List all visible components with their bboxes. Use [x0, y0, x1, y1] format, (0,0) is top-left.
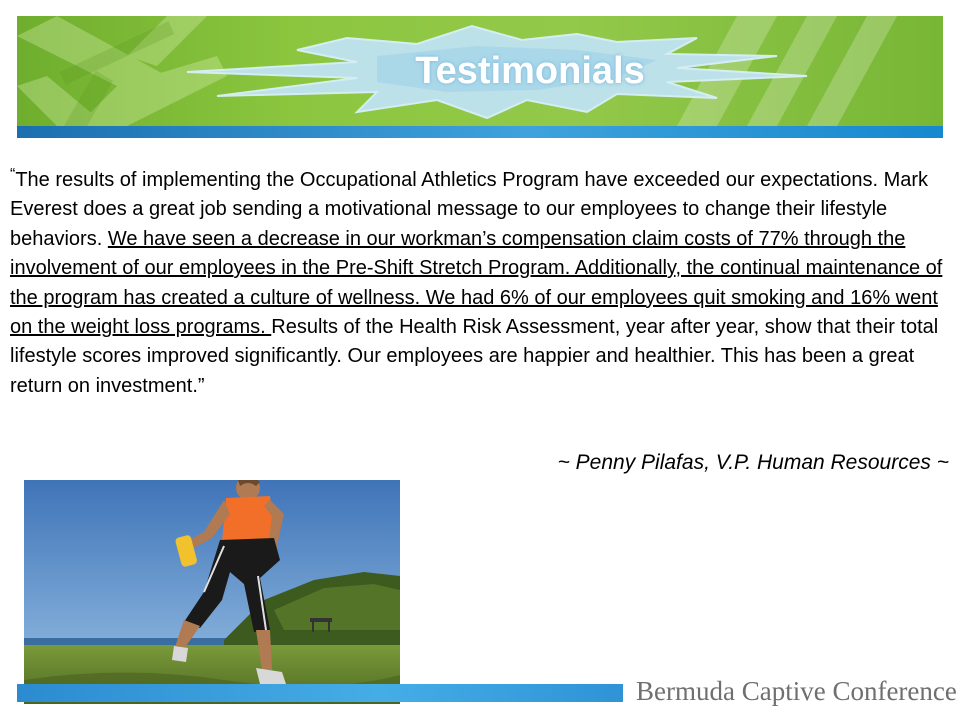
testimonial-quote: [10, 160, 950, 401]
quote-text-closing: Results of the Health Risk Assessment, year after year, show that their total lifestyle scores improved significantly. Our employees are happier and healthier. This has been a great return on investment.”: [10, 316, 939, 397]
quote-text-highlight: We have seen a decrease in our workman’s compensation claim costs of 77% through the involvement of our employees in the Pre-Shift Stretch Program. Additionally, the continual maintenance of the program has created a culture of wellness. We had 6% of our employees quit smoking and 16% went on the weight loss programs.: [10, 227, 943, 339]
header-banner: [17, 16, 943, 126]
quote-attribution: ~ Penny Pilafas, V.P. Human Resources ~: [557, 451, 949, 474]
quote-text-intro: The results of implementing the Occupational Athletics Program have exceeded our expectations. Mark Everest does a great job sending a motivational message to our employees to change their lifestyle behaviors.: [10, 169, 929, 250]
runner-photo: [24, 480, 400, 704]
footer-bar: [17, 684, 623, 702]
quote-open-mark: “: [10, 166, 16, 183]
page-title: Testimonials: [415, 50, 645, 92]
header-stripe: [17, 126, 943, 138]
conference-logo: Bermuda Captive Conference: [636, 676, 957, 706]
